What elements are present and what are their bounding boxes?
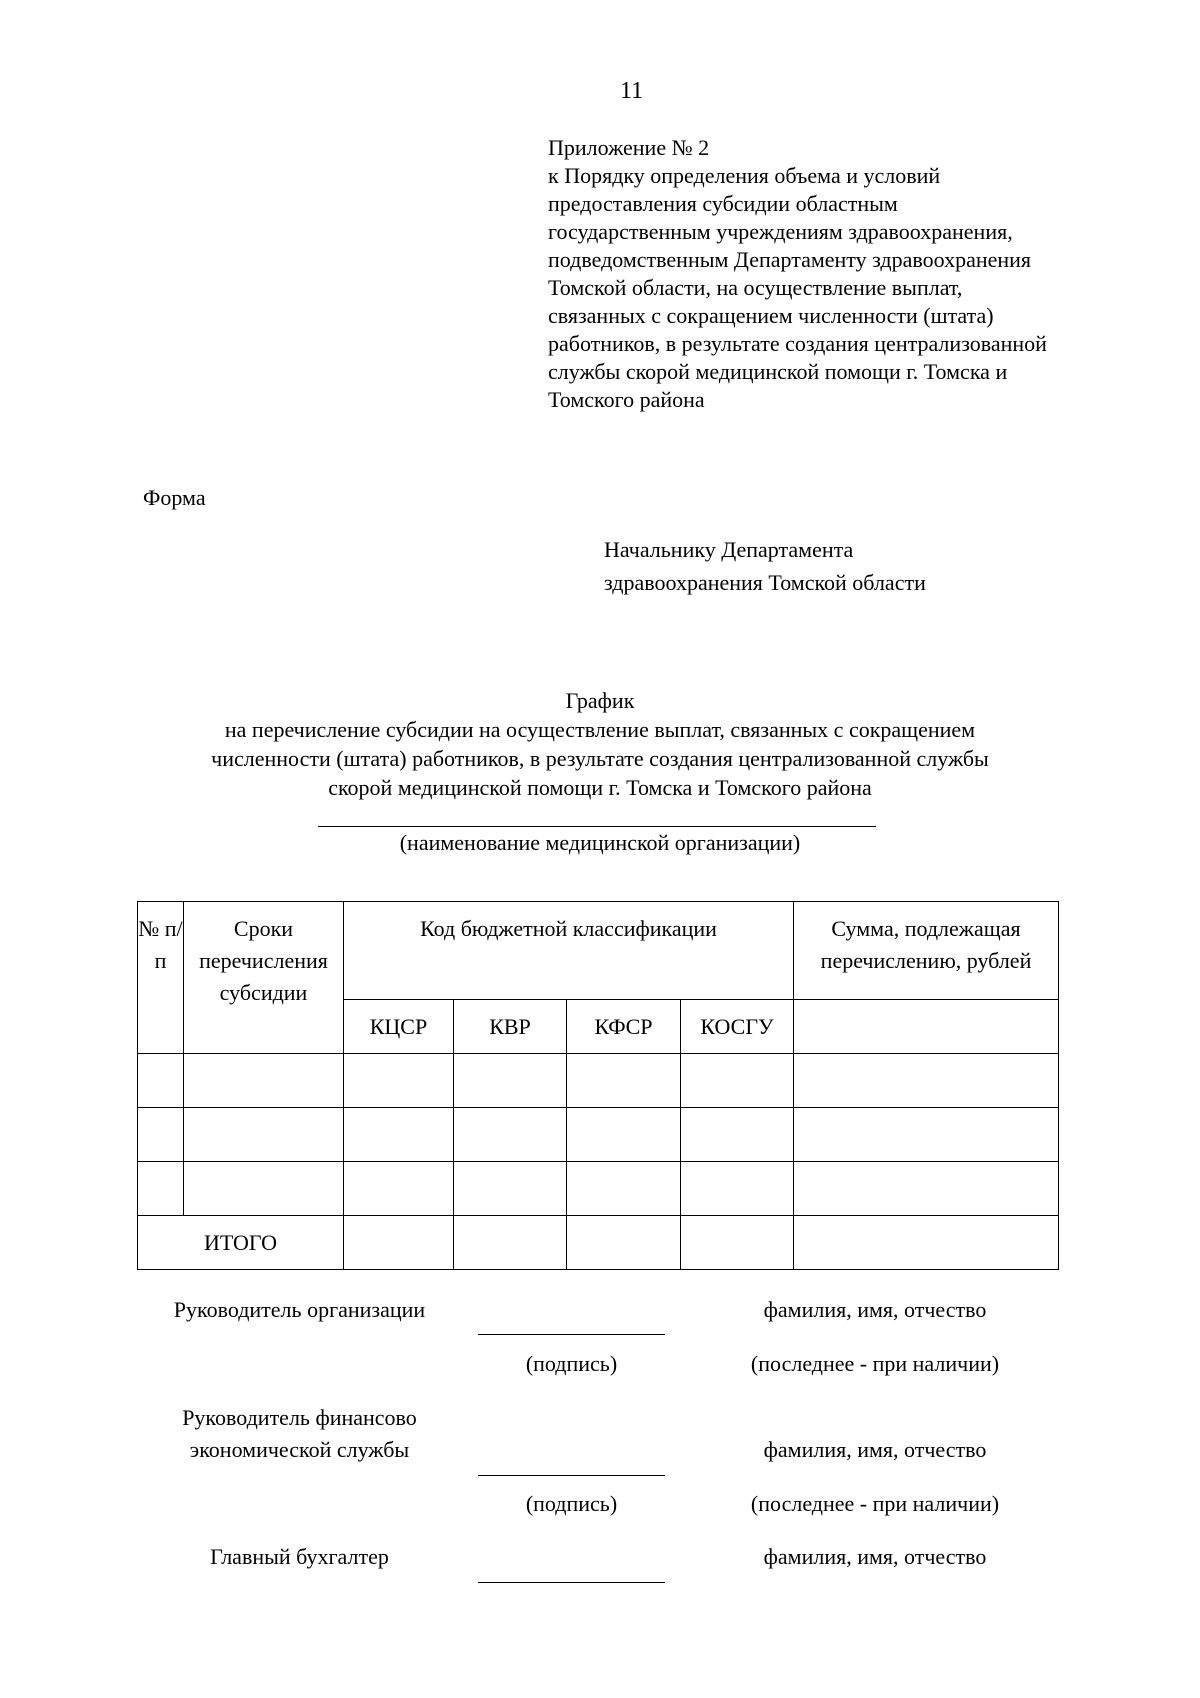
form-label: Форма [143,485,206,510]
col-header-kcsr: КЦСР [344,1000,454,1054]
appendix-line: службы скорой медицинской помощи г. Томска и [548,359,1008,384]
table-cell [344,1054,454,1108]
signer-head-fin-line-2: экономической службы [189,1437,410,1462]
schedule-line: численности (штата) работников, в результате создания централизованной службы [211,746,989,771]
col-header-kosgu: КОСГУ [681,1000,794,1054]
table-cell [794,1162,1059,1216]
appendix-line: к Порядку определения объема и условий [548,163,941,188]
table-cell [344,1108,454,1162]
schedule-heading [0,686,1200,802]
schedule-title: График [565,688,635,713]
table-cell [138,1108,184,1162]
col-header-sum: Сумма, подлежащая перечислению, рублей [794,902,1059,1000]
table-cell [454,1108,567,1162]
table-cell [567,1108,681,1162]
appendix-line: Томской области, на осуществление выплат, [548,275,963,300]
table-cell [794,1000,1059,1054]
table-total-row [138,1216,1059,1270]
table-cell [567,1054,681,1108]
table-cell [344,1162,454,1216]
org-name-line [318,826,876,827]
table-cell [454,1216,567,1270]
appendix-line: предоставления субсидии областным [548,191,898,216]
appendix-line: связанных с сокращением численности (штата) [548,303,994,328]
appendix-line: Томского района [548,387,705,412]
fio-label: фамилия, имя, отчество [763,1544,987,1569]
signer-chief-accountant: Главный бухгалтер [210,1544,389,1569]
table-cell [794,1216,1059,1270]
table-cell [454,1054,567,1108]
addressee-line-2: здравоохранения Томской области [604,570,926,595]
table-cell [681,1162,794,1216]
table-cell [681,1054,794,1108]
table-cell [138,1054,184,1108]
fio-label: фамилия, имя, отчество [763,1297,987,1322]
appendix-title: Приложение № 2 [548,135,710,160]
col-header-budget-code: Код бюджетной классификации [344,902,794,1000]
table-cell [184,1054,344,1108]
table-cell [567,1162,681,1216]
addressee-line-1: Начальнику Департамента [604,537,854,562]
schedule-table [137,901,1059,1270]
schedule-line: скорой медицинской помощи г. Томска и Томского района [328,775,872,800]
table-cell [344,1216,454,1270]
fio-label: фамилия, имя, отчество [763,1437,987,1462]
col-header-kfsr: КФСР [567,1000,681,1054]
fio-note: (последнее - при наличии) [750,1351,1000,1376]
table-cell [794,1108,1059,1162]
signature-line [478,1475,665,1476]
page-number: 11 [620,78,644,104]
table-cell [681,1108,794,1162]
table-row [138,1162,1059,1216]
appendix-line: подведомственным Департаменту здравоохранения [548,247,1032,272]
table-cell [454,1162,567,1216]
schedule-line: на перечисление субсидии на осуществление выплат, связанных с сокращением [224,717,976,742]
total-label: ИТОГО [138,1216,344,1270]
signer-head-fin-line-1: Руководитель финансово [182,1405,417,1430]
appendix-line: государственным учреждениям здравоохранения, [548,219,1013,244]
col-header-num: № п/п [138,902,184,1054]
col-header-kvr: КВР [454,1000,567,1054]
fio-note: (последнее - при наличии) [750,1491,1000,1516]
table-row [138,1054,1059,1108]
table-cell [138,1162,184,1216]
table-cell [794,1054,1059,1108]
table-row [138,1108,1059,1162]
signer-head-org: Руководитель организации [173,1297,426,1322]
col-header-terms: Сроки перечисления субсидии [184,902,344,1054]
table-cell [184,1108,344,1162]
signature-caption: (подпись) [525,1351,618,1376]
table-cell [184,1162,344,1216]
table-cell [681,1216,794,1270]
signature-caption: (подпись) [525,1491,618,1516]
signature-line [478,1582,665,1583]
org-name-caption: (наименование медицинской организации) [399,830,801,855]
appendix-line: работников, в результате создания централизованной [548,331,1047,356]
signature-line [478,1334,665,1335]
table-cell [567,1216,681,1270]
appendix-block [548,134,1047,414]
